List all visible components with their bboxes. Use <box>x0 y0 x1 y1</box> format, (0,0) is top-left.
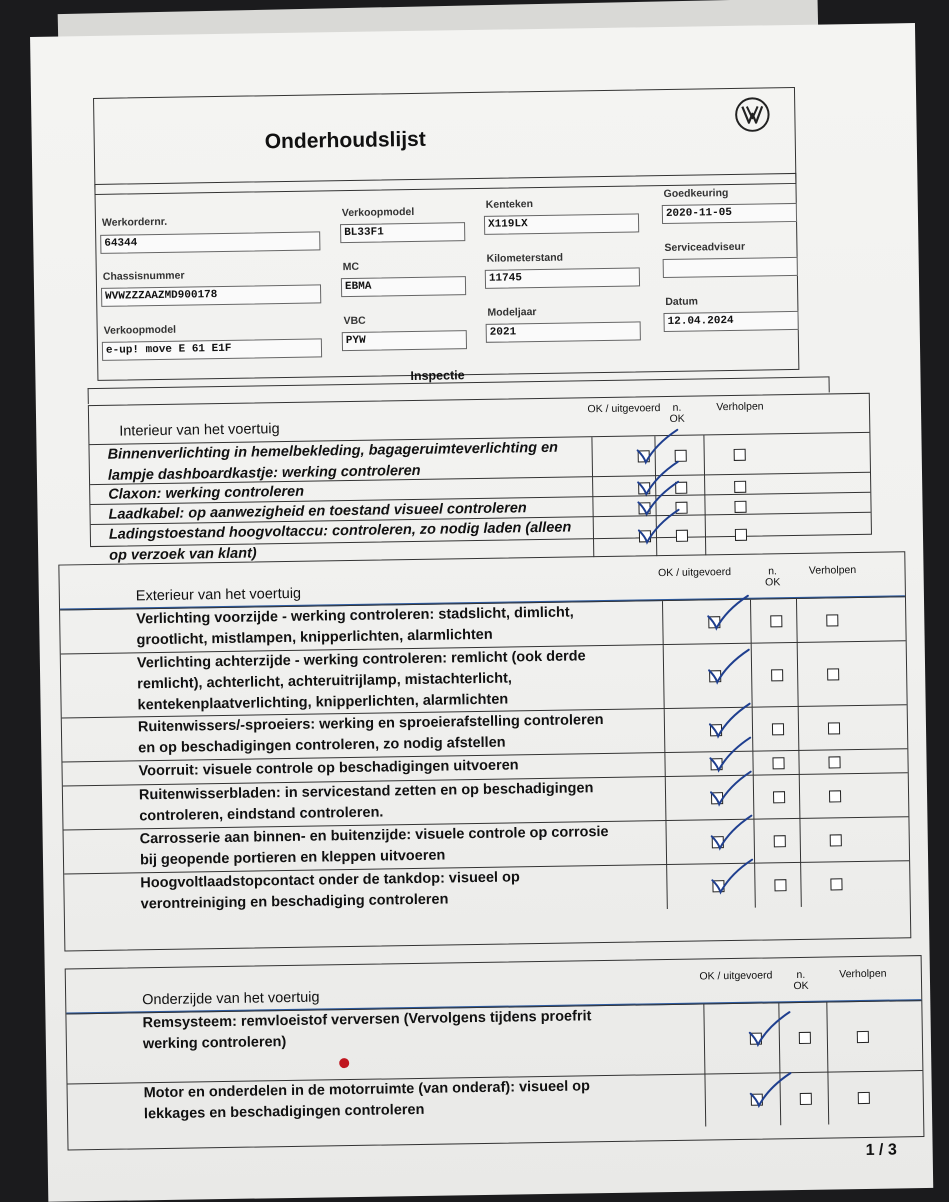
row-text-line: verontreiniging en beschadiging controleren <box>140 891 449 913</box>
verholpen-checkbox[interactable] <box>830 878 842 890</box>
row-text-line: Ruitenwissers/-sproeiers: werking en sproeierafstelling controleren <box>137 712 604 736</box>
handwritten-check-icon <box>635 506 682 547</box>
verkoopmodel-code-value: BL33F1 <box>340 222 465 243</box>
section-title: Onderzijde van het voertuig <box>142 989 320 1009</box>
row-text <box>136 602 574 651</box>
section-exterieur <box>58 551 911 951</box>
row-text-line: bij geopende portieren en kleppen uitvoeren <box>139 847 446 869</box>
row-text-line: Ruitenwisserbladen: in servicestand zetten en op beschadigingen <box>138 780 594 804</box>
verholpen-checkbox[interactable] <box>858 1092 870 1104</box>
row-text <box>137 646 587 716</box>
column-divider <box>665 777 667 821</box>
row-text-line: Verlichting achterzijde - werking controleren: remlicht (ook derde <box>136 648 586 672</box>
handwritten-check-icon <box>705 646 752 687</box>
column-divider <box>800 863 802 907</box>
verkoopmodel-code-label: Verkoopmodel <box>341 205 415 220</box>
row-text-line: Laadkabel: op aanwezigheid en toestand visueel controleren <box>108 500 527 523</box>
column-ok-header: OK / uitgevoerd <box>699 969 773 983</box>
column-verholpen-header: Verholpen <box>808 564 857 577</box>
modeljaar-value: 2021 <box>486 321 641 342</box>
chassisnummer-value: WVWZZZAAZMD900178 <box>101 284 321 306</box>
column-not-ok-header: n. OK <box>669 401 685 425</box>
column-divider <box>798 751 799 775</box>
column-divider <box>703 435 705 475</box>
row-text-line: Remsysteem: remvloeistof verversen (Vervolgens tijdens proefrit <box>142 1008 592 1032</box>
mc-value: EBMA <box>341 276 466 297</box>
maintenance-checklist-sheet <box>30 23 933 1202</box>
column-divider <box>665 821 667 865</box>
row-text-line: lampje dashboardkastje: werking controleren <box>107 462 421 484</box>
handwritten-check-icon <box>745 1008 792 1049</box>
not-ok-checkbox[interactable] <box>771 669 783 681</box>
column-divider <box>799 819 801 863</box>
column-ok-header: OK / uitgevoerd <box>657 566 732 580</box>
handwritten-check-icon <box>707 812 754 853</box>
row-text-line: Motor en onderdelen in de motorruimte (van onderaf): visueel op <box>143 1078 591 1102</box>
column-divider <box>798 707 800 751</box>
column-not-ok-header: n. OK <box>765 565 781 589</box>
not-ok-checkbox[interactable] <box>799 1032 811 1044</box>
column-divider <box>796 599 798 643</box>
row-text-line: en op beschadigingen controleren, zo nodig afstellen <box>138 734 506 757</box>
goedkeuring-label: Goedkeuring <box>663 187 729 201</box>
datum-label: Datum <box>665 295 699 309</box>
kilometerstand-value: 11745 <box>485 267 640 288</box>
row-text <box>138 710 604 759</box>
column-divider <box>799 775 801 819</box>
vehicle-info-box <box>94 173 799 384</box>
not-ok-checkbox[interactable] <box>772 723 784 735</box>
column-divider <box>703 1004 705 1074</box>
row-text <box>139 778 594 827</box>
not-ok-checkbox[interactable] <box>774 879 786 891</box>
column-divider <box>663 645 665 709</box>
row-text-line: kentekenplaatverlichting, knipperlichten, alarmlichten <box>137 691 509 714</box>
verholpen-checkbox[interactable] <box>735 529 747 541</box>
row-text-line: op verzoek van klant) <box>109 545 257 564</box>
row-text-line: Verlichting voorzijde - werking controleren: stadslicht, dimlicht, <box>136 604 574 628</box>
row-text-line: controleren, eindstand controleren. <box>139 804 384 825</box>
column-verholpen-header: Verholpen <box>716 400 764 414</box>
not-ok-checkbox[interactable] <box>770 615 782 627</box>
not-ok-checkbox[interactable] <box>772 757 784 769</box>
column-divider <box>664 753 665 777</box>
page-title: Onderhoudslijst <box>264 127 426 154</box>
column-divider <box>593 517 595 557</box>
modeljaar-label: Modeljaar <box>487 306 537 319</box>
verholpen-checkbox[interactable] <box>829 790 841 802</box>
column-divider <box>704 495 705 515</box>
row-text-line: Claxon: werking controleren <box>108 483 305 503</box>
werkordernr-label: Werkordernr. <box>101 215 168 229</box>
verholpen-checkbox[interactable] <box>830 834 842 846</box>
column-not-ok-header: n. OK <box>793 968 809 993</box>
column-divider <box>591 437 593 477</box>
chassisnummer-label: Chassisnummer <box>102 269 185 283</box>
kilometerstand-label: Kilometerstand <box>486 251 564 265</box>
row-text-line: Binnenverlichting in hemelbekleding, bagageruimteverlichting en <box>107 439 559 463</box>
row-text-line: Carrosserie aan binnen- en buitenzijde: visuele controle op corrosie <box>139 823 609 848</box>
not-ok-checkbox[interactable] <box>676 530 688 542</box>
row-text-line: werking controleren) <box>142 1034 287 1053</box>
mc-label: MC <box>342 260 360 274</box>
row-text <box>140 867 520 915</box>
section-interieur <box>88 393 872 564</box>
column-divider <box>704 475 705 495</box>
vw-logo-icon <box>734 96 771 133</box>
column-divider <box>827 1073 829 1125</box>
column-divider <box>797 643 799 707</box>
werkordernr-value: 64344 <box>100 231 320 253</box>
verholpen-checkbox[interactable] <box>826 614 838 626</box>
verholpen-checkbox[interactable] <box>734 449 746 461</box>
handwritten-check-icon <box>746 1069 793 1110</box>
column-divider <box>666 865 668 909</box>
section-onderzijde <box>65 955 925 1150</box>
verholpen-checkbox[interactable] <box>828 722 840 734</box>
column-ok-header: OK / uitgevoerd <box>587 402 661 416</box>
row-text-line: Voorruit: visuele controle op beschadigingen uitvoeren <box>138 757 519 780</box>
not-ok-checkbox[interactable] <box>773 791 785 803</box>
handwritten-check-icon <box>704 592 751 633</box>
datum-value: 12.04.2024 <box>663 311 798 332</box>
vbc-value: PYW <box>342 330 467 351</box>
vbc-label: VBC <box>343 314 366 328</box>
verholpen-checkbox[interactable] <box>828 756 840 768</box>
handwritten-check-icon <box>708 856 755 897</box>
verholpen-checkbox[interactable] <box>734 481 746 493</box>
serviceadviseur-label: Serviceadviseur <box>664 240 746 255</box>
serviceadviseur-value <box>663 257 798 278</box>
handwritten-check-icon <box>707 768 754 809</box>
column-divider <box>592 477 593 497</box>
verholpen-checkbox[interactable] <box>827 668 839 680</box>
section-title: Exterieur van het voertuig <box>135 585 302 605</box>
row-text <box>142 1006 591 1055</box>
column-divider <box>664 709 666 753</box>
verholpen-checkbox[interactable] <box>857 1031 869 1043</box>
section-title: Interieur van het voertuig <box>119 421 280 440</box>
row-text-line: Ladingstoestand hoogvoltaccu: controleren, zo nodig laden (alleen <box>108 519 572 543</box>
column-divider <box>592 497 593 517</box>
row-text-line: remlicht), achterlicht, achteruitrijlamp, mistachterlicht, <box>137 670 513 693</box>
page-number: 1 / 3 <box>865 1141 897 1159</box>
verkoopmodel-label: Verkoopmodel <box>103 323 177 337</box>
kenteken-label: Kenteken <box>485 198 534 211</box>
goedkeuring-value: 2020-11-05 <box>662 203 797 224</box>
not-ok-checkbox[interactable] <box>774 835 786 847</box>
verkoopmodel-value: e-up! move E 61 E1F <box>102 338 322 360</box>
row-text-line: Hoogvoltlaadstopcontact onder de tankdop: visueel op <box>140 869 520 892</box>
column-divider <box>662 601 664 645</box>
row-text-line: grootlicht, mistlampen, knipperlichten, alarmlichten <box>136 626 493 649</box>
row-text-line: lekkages en beschadigingen controleren <box>143 1101 425 1123</box>
not-ok-checkbox[interactable] <box>800 1093 812 1105</box>
column-divider <box>826 1003 828 1073</box>
kenteken-value: X119LX <box>484 213 639 234</box>
column-divider <box>704 1074 706 1126</box>
red-dot-marker <box>339 1058 349 1068</box>
row-text <box>144 1076 591 1125</box>
row-text <box>140 822 610 871</box>
verholpen-checkbox[interactable] <box>734 501 746 513</box>
column-verholpen-header: Verholpen <box>839 967 887 981</box>
inspectie-heading: Inspectie <box>410 368 465 384</box>
column-divider <box>705 515 707 555</box>
